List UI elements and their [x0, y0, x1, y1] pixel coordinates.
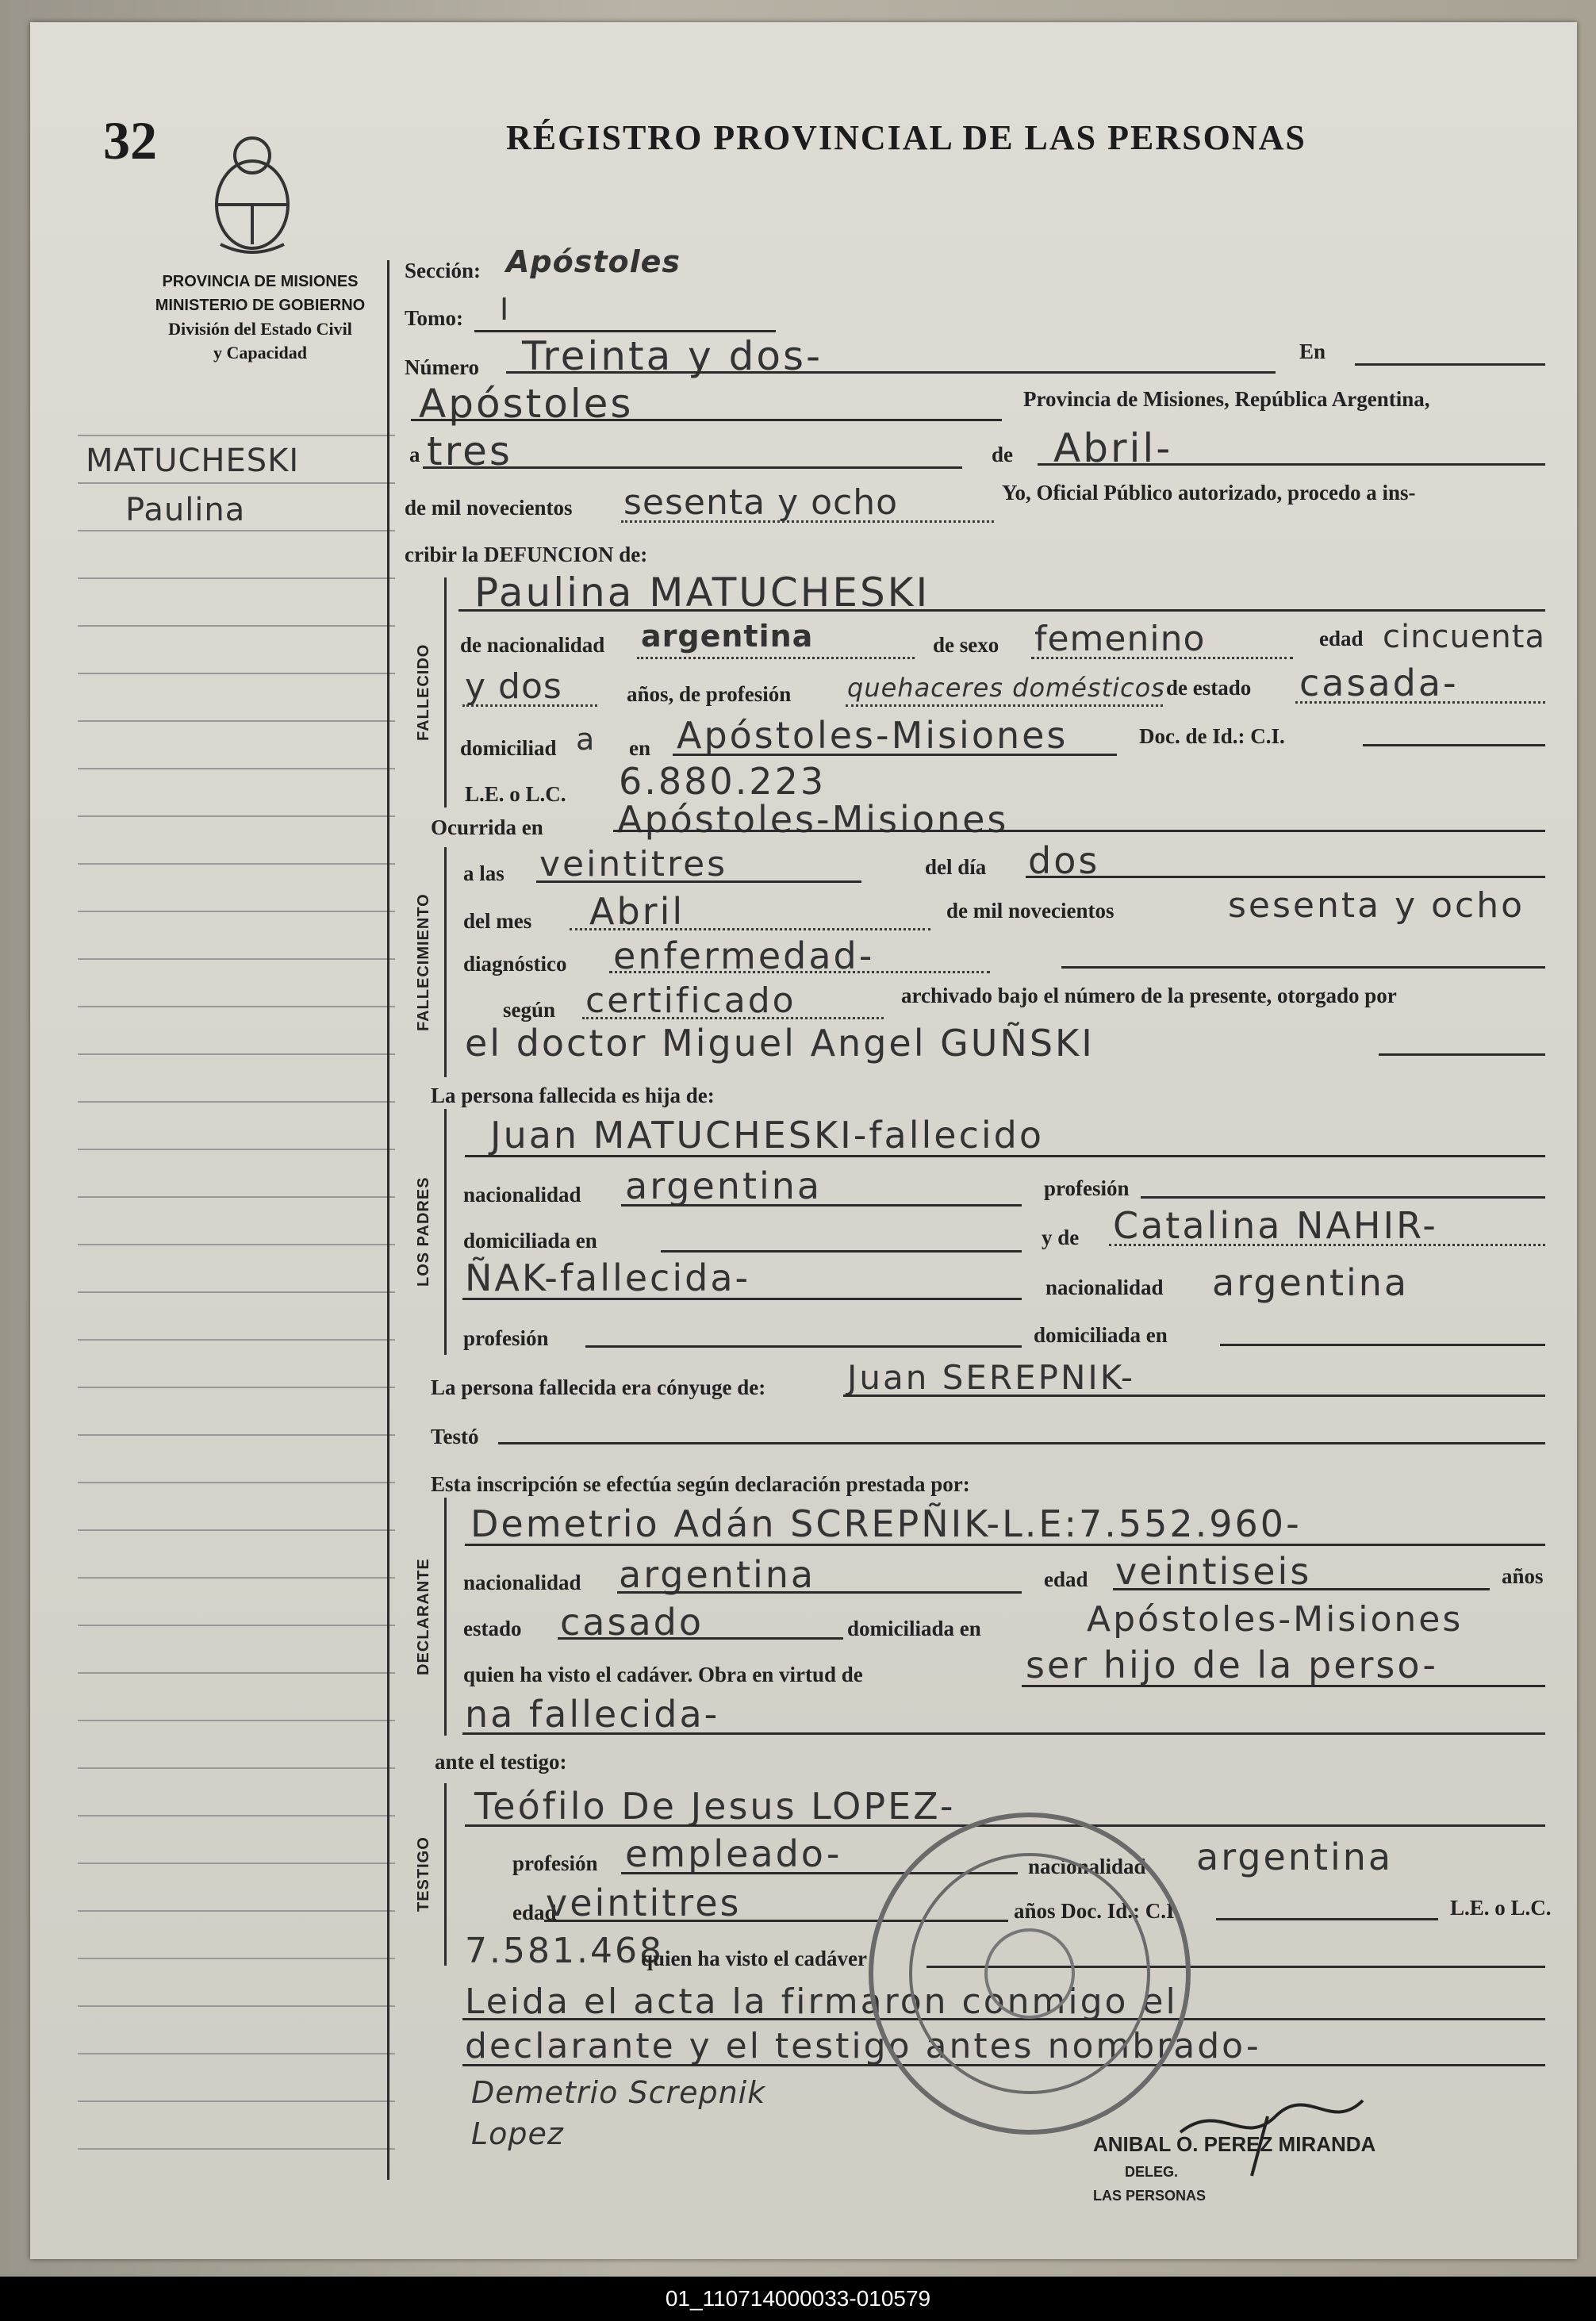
value-domicilio: Apóstoles-Misiones — [677, 714, 1068, 757]
page-number: 32 — [103, 110, 157, 171]
value-testigo: Teófilo De Jesus LOPEZ- — [474, 1785, 956, 1828]
value-mes: Abril- — [1053, 425, 1173, 471]
value-declarante: Demetrio Adán SCREPÑIK-L.E:7.552.960- — [470, 1502, 1302, 1545]
label-hija-de: La persona fallecida es hija de: — [431, 1084, 715, 1107]
value-tomo: I — [500, 292, 510, 327]
label-de-sexo: de sexo — [933, 633, 999, 657]
label-testigo-profesion: profesión — [512, 1851, 598, 1875]
label-oficial: Yo, Oficial Público autorizado, procedo a ins- — [1002, 481, 1416, 504]
label-testo: Testó — [431, 1425, 479, 1448]
value-decl-virtud-1: ser hijo de la perso- — [1026, 1644, 1438, 1686]
label-numero: Número — [405, 355, 479, 379]
label-tomo: Tomo: — [405, 306, 464, 330]
label-del-mes: del mes — [463, 909, 532, 933]
section-fallecido: FALLECIDO — [415, 643, 432, 742]
official-stamp-icon — [863, 1807, 1196, 2140]
value-testigo-edad: veintitres — [546, 1882, 742, 1924]
value-doctor: el doctor Miguel Angel GUÑSKI — [465, 1022, 1095, 1065]
label-ocurrida: Ocurrida en — [431, 815, 543, 839]
label-madre-profesion: profesión — [463, 1326, 549, 1350]
closing-note-1: Leida el acta la firmaron conmigo el — [465, 1981, 1178, 2022]
value-madre-1: Catalina NAHIR- — [1113, 1204, 1438, 1247]
value-testigo-nac: argentina — [1196, 1836, 1394, 1878]
label-conyuge: La persona fallecida era cónyuge de: — [431, 1375, 766, 1399]
value-edad2: y dos — [465, 666, 562, 707]
value-numero: Treinta y dos- — [522, 333, 823, 379]
value-ocurrida: Apóstoles-Misiones — [617, 798, 1009, 841]
value-seccion: Apóstoles — [506, 244, 681, 279]
label-decl-domiciliada: domiciliada en — [847, 1617, 981, 1640]
label-padre-nacionalidad: nacionalidad — [463, 1183, 581, 1207]
label-madre-domiciliada: domiciliada en — [1034, 1323, 1168, 1347]
label-segun: según — [503, 998, 556, 1022]
label-a: a — [409, 443, 420, 466]
label-padre-profesion: profesión — [1044, 1176, 1130, 1200]
label-quien-visto-2: quien ha visto el cadáver — [641, 1947, 868, 1970]
label-quien-visto: quien ha visto el cadáver. Obra en virtud de — [463, 1663, 863, 1686]
value-decl-domicilio: Apóstoles-Misiones — [1087, 1599, 1464, 1640]
value-diagnostico: enfermedad- — [613, 934, 875, 977]
value-fallecido-nombre: Paulina MATUCHESKI — [474, 570, 930, 616]
value-testigo-ci: 7.581.468 — [465, 1931, 664, 1971]
value-hora: veintitres — [539, 844, 728, 884]
header-ministry: MINISTERIO DE GOBIERNO — [155, 297, 366, 314]
label-ante-testigo: ante el testigo: — [435, 1750, 567, 1774]
document-page — [30, 22, 1577, 2259]
value-sexo: femenino — [1034, 619, 1206, 659]
section-testigo: TESTIGO — [415, 1836, 432, 1912]
label-madre-nacionalidad: nacionalidad — [1045, 1276, 1164, 1299]
value-decl-estado: casado — [560, 1601, 704, 1644]
value-segun: certificado — [585, 980, 796, 1021]
value-anio-fallec: sesenta y ocho — [1228, 885, 1525, 926]
label-en-domicilio: en — [629, 736, 650, 760]
margin-given-name: Paulina — [125, 492, 246, 528]
header-province: PROVINCIA DE MISIONES — [162, 273, 359, 290]
label-de-mil-novecientos: de mil novecientos — [946, 899, 1115, 923]
value-decl-edad: veintiseis — [1115, 1550, 1312, 1593]
value-le-lc: 6.880.223 — [619, 760, 827, 803]
label-padre-domiciliada: domiciliada en — [463, 1229, 597, 1253]
label-en: En — [1299, 340, 1326, 363]
value-domiciliad-suffix: a — [576, 722, 596, 757]
value-madre-nac: argentina — [1212, 1261, 1410, 1304]
label-decl-estado: estado — [463, 1617, 522, 1640]
label-diagnostico: diagnóstico — [463, 952, 567, 976]
label-testigo-le-lc: L.E. o L.C. — [1450, 1896, 1552, 1920]
label-provincia: Provincia de Misiones, República Argentina, — [1023, 387, 1430, 411]
coat-of-arms-icon — [205, 125, 300, 260]
closing-note-2: declarante y el testigo antes nombrado- — [465, 2026, 1261, 2066]
value-edad: cincuenta — [1383, 619, 1545, 655]
value-padre: Juan MATUCHESKI-fallecido — [490, 1114, 1044, 1157]
page-title: RÉGISTRO PROVINCIAL DE LAS PERSONAS — [506, 118, 1306, 157]
margin-surname: MATUCHESKI — [86, 443, 300, 479]
label-inscripcion: Esta inscripción se efectúa según declaración prestada por: — [431, 1472, 970, 1496]
label-seccion: Sección: — [405, 259, 481, 282]
label-de: de — [992, 443, 1013, 466]
label-y-de: y de — [1042, 1226, 1080, 1249]
value-testigo-prof: empleado- — [625, 1832, 842, 1875]
official-title-1: DELEG. — [1125, 2164, 1179, 2180]
section-padres: LOS PADRES — [415, 1176, 432, 1287]
value-mes-fallec: Abril — [589, 890, 685, 933]
label-a-las: a las — [463, 861, 505, 885]
value-padre-nac: argentina — [625, 1164, 823, 1207]
label-cribir: cribir la DEFUNCION de: — [405, 543, 648, 566]
value-lugar: Apóstoles — [419, 381, 634, 427]
label-testigo-nacionalidad: nacionalidad — [1028, 1855, 1146, 1878]
header-capacidad: y Capacidad — [213, 343, 307, 363]
value-decl-virtud-2: na fallecida- — [465, 1693, 720, 1736]
official-name: ANIBAL O. PEREZ MIRANDA — [1093, 2132, 1376, 2156]
value-decl-nac: argentina — [619, 1553, 816, 1596]
signature-testigo: Lopez — [471, 2116, 564, 2151]
label-testigo-anos-doc: años Doc. Id.: C.I. — [1014, 1899, 1180, 1923]
value-profesion: quehaceres domésticos — [847, 673, 1165, 703]
section-fallecimiento: FALLECIMIENTO — [415, 893, 432, 1031]
label-doc-id: Doc. de Id.: C.I. — [1139, 724, 1285, 748]
label-le-lc: L.E. o L.C. — [465, 782, 566, 806]
label-mil-novecientos: de mil novecientos — [405, 496, 573, 520]
value-anio: sesenta y ocho — [623, 482, 899, 523]
label-decl-edad: edad — [1044, 1567, 1088, 1591]
label-anos-profesion: años, de profesión — [627, 682, 792, 706]
label-archivado: archivado bajo el número de la presente, otorgado por — [901, 984, 1397, 1007]
label-domiciliad: domiciliad — [460, 736, 557, 760]
value-estado: casada- — [1299, 662, 1459, 704]
value-madre-2: ÑAK-fallecida- — [465, 1256, 751, 1299]
label-testigo-edad: edad — [512, 1901, 557, 1924]
label-decl-nacionalidad: nacionalidad — [463, 1571, 581, 1594]
label-decl-anos: años — [1502, 1564, 1544, 1588]
value-dia-fallec: dos — [1028, 839, 1100, 882]
official-title-2: LAS PERSONAS — [1093, 2188, 1207, 2204]
label-del-dia: del día — [925, 855, 987, 879]
value-conyuge: Juan SEREPNIK- — [847, 1358, 1136, 1397]
image-id-footer: 01_110714000033-010579 — [0, 2277, 1596, 2321]
label-de-nacionalidad: de nacionalidad — [460, 633, 605, 657]
label-de-estado: de estado — [1166, 676, 1252, 700]
header-division: División del Estado Civil — [168, 319, 352, 339]
value-dia: tres — [427, 428, 512, 474]
signature-declarante: Demetrio Screpnik — [471, 2075, 766, 2110]
label-edad: edad — [1319, 627, 1364, 650]
section-declarante: DECLARANTE — [415, 1558, 432, 1675]
value-nacionalidad: argentina — [641, 619, 814, 654]
